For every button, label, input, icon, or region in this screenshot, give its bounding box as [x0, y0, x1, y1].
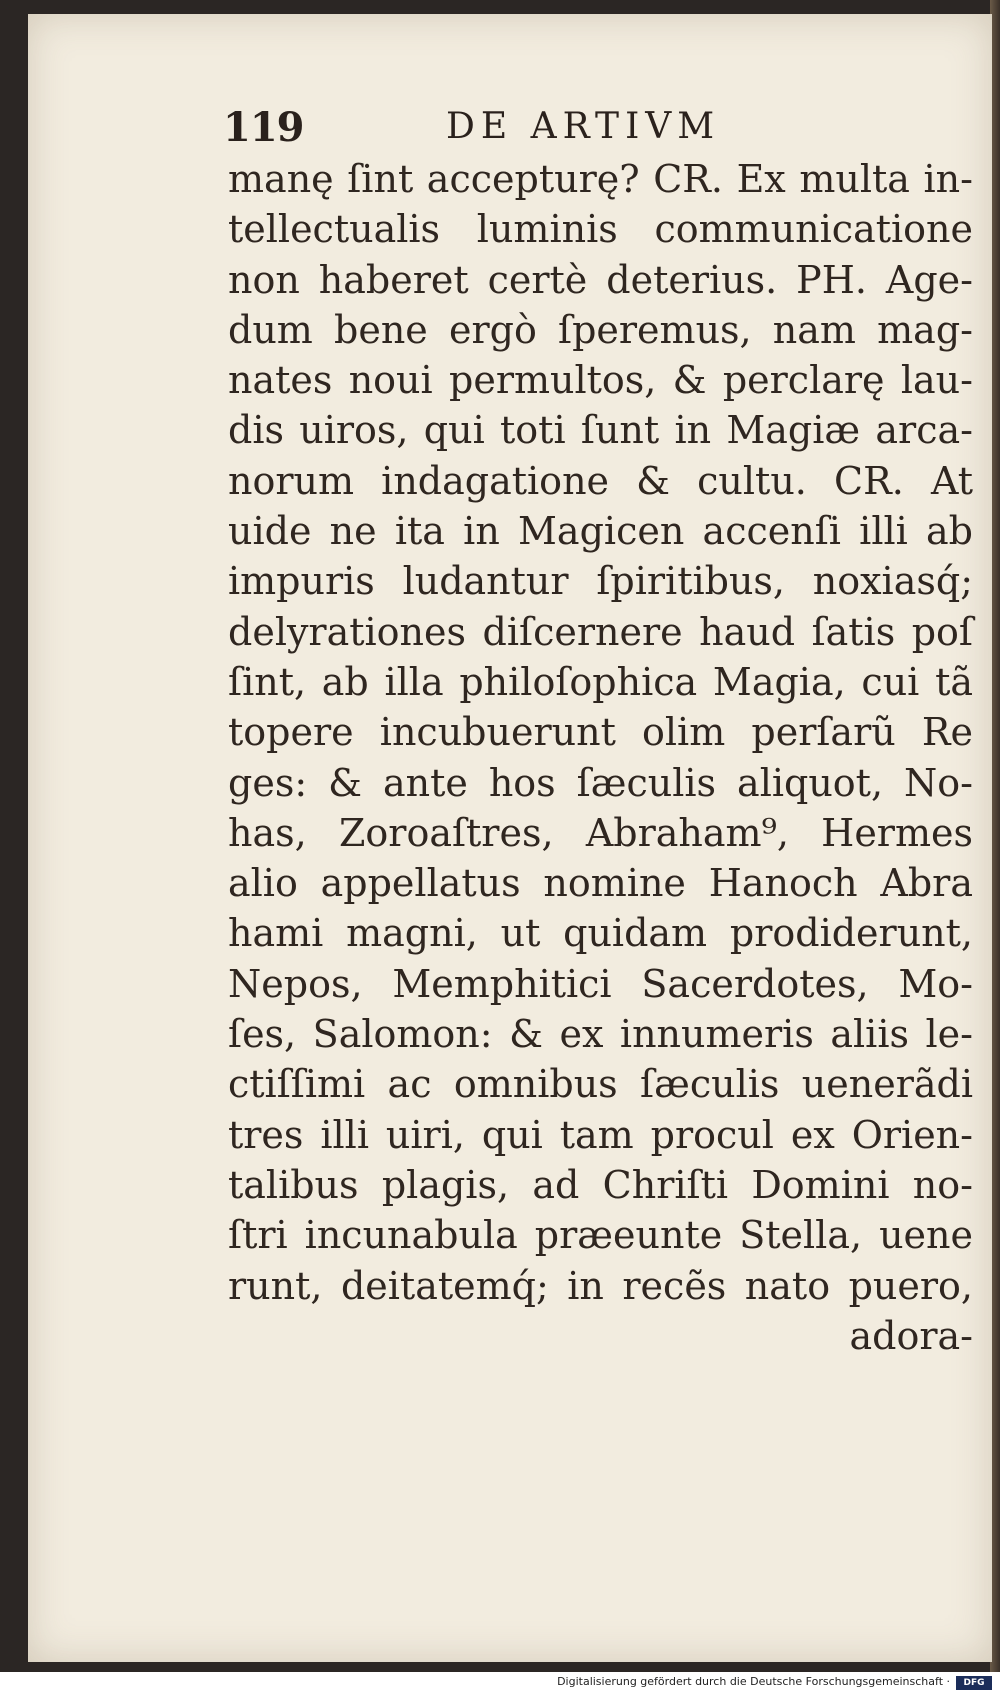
text-line: dum bene ergò ſperemus, nam mag- [228, 307, 973, 352]
text-line: impuris ludantur ſpiritibus, noxiasq́; [228, 559, 973, 604]
text-line: tres illi uiri, qui tam procul ex Orien- [228, 1112, 973, 1157]
text-line: ges: & ante hos ſæculis aliquot, No- [228, 760, 973, 805]
text-line: manę ſint accepturę? CR. Ex multa in- [228, 157, 973, 201]
text-line: ſtri incunabula præeunte Stella, uene [228, 1213, 973, 1258]
running-head [28, 98, 992, 158]
page-number: 119 [223, 104, 304, 151]
text-line: talibus plagis, ad Chriſti Domini no- [228, 1162, 973, 1207]
catchword: adora- [849, 1313, 973, 1358]
running-title: DE ARTIVM [446, 106, 721, 147]
text-line: Nepos, Memphitici Sacerdotes, Mo- [228, 961, 973, 1006]
text-line: topere incubuerunt olim perſarũ Re [228, 710, 973, 755]
body-text [228, 154, 973, 1361]
text-line: tellectualis luminis communicatione [228, 207, 973, 252]
text-line: ctiſſimi ac omnibus ſæculis uenerãdi [228, 1062, 973, 1107]
funding-credit: Digitalisierung gefördert durch die Deutsche Forschungsgemeinschaft · [557, 1675, 950, 1688]
text-line: ſint, ab illa philoſophica Magia, cui tã [228, 659, 973, 704]
book-page [28, 14, 992, 1662]
text-line: norum indagatione & cultu. CR. At [228, 458, 973, 503]
text-line: uide ne ita in Magicen accenſi illi ab [228, 509, 973, 554]
text-line: has, Zoroaſtres, Abraham⁹, Hermes [228, 810, 973, 855]
dfg-logo: DFG [956, 1676, 992, 1690]
text-line: runt, deitatemq́; in recẽs nato puero, [228, 1263, 973, 1308]
text-line: non haberet certè deterius. PH. Age- [228, 257, 973, 302]
text-line: nates noui permultos, & perclarę lau- [228, 358, 973, 403]
digitization-footer [0, 1672, 1000, 1693]
text-line: hami magni, ut quidam prodiderunt, [228, 911, 973, 956]
text-line: alio appellatus nomine Hanoch Abra [228, 861, 973, 906]
text-line: delyrationes diſcernere haud ſatis poſ [228, 609, 973, 654]
text-line: dis uiros, qui toti ſunt in Magiæ arca- [228, 408, 973, 453]
text-line: ſes, Salomon: & ex innumeris aliis le- [228, 1012, 973, 1057]
